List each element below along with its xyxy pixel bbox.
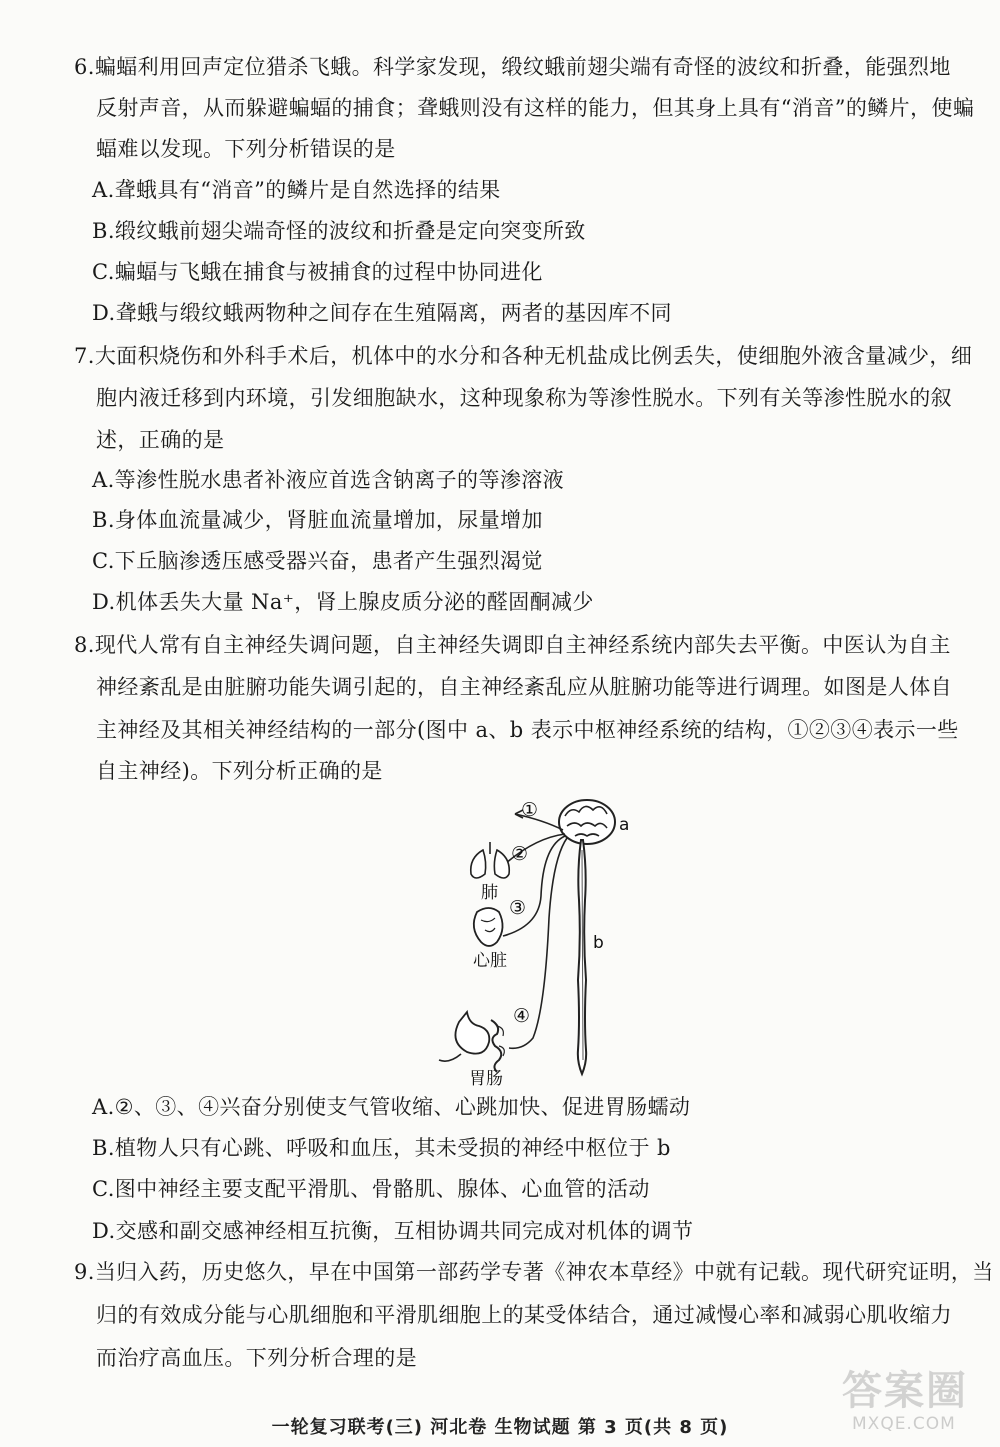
watermark-site: MXQE.COM bbox=[852, 1414, 956, 1434]
q6-stem-line1: 6.蝙蝠利用回声定位猎杀飞蛾。科学家发现，缎纹蛾前翅尖端有奇怪的波纹和折叠，能强烈地 bbox=[74, 55, 951, 79]
q7-stem-line3: 述，正确的是 bbox=[96, 428, 225, 452]
nervous-system-figure bbox=[425, 790, 665, 1090]
q6-option-b: B.缎纹蛾前翅尖端奇怪的波纹和折叠是定向突变所致 bbox=[92, 219, 586, 243]
q7-option-b: B.身体血流量减少，肾脏血流量增加，尿量增加 bbox=[92, 508, 543, 532]
q9-stem-line3: 而治疗高血压。下列分析合理的是 bbox=[96, 1346, 417, 1370]
label-gut: 胃肠 bbox=[469, 1069, 503, 1089]
label-lung: 肺 bbox=[481, 883, 498, 903]
q8-option-d: D.交感和副交感神经相互抗衡，互相协调共同完成对机体的调节 bbox=[92, 1219, 694, 1243]
q8-option-b: B.植物人只有心跳、呼吸和血压，其未受损的神经中枢位于 b bbox=[92, 1136, 671, 1160]
q8-stem-line1: 8.现代人常有自主神经失调问题，自主神经失调即自主神经系统内部失去平衡。中医认为自主 bbox=[74, 633, 951, 657]
q7-stem-line1: 7.大面积烧伤和外科手术后，机体中的水分和各种无机盐成比例丢失，使细胞外液含量减少，细 bbox=[74, 344, 973, 368]
label-nerve-1: ① bbox=[521, 799, 539, 821]
q6-option-c: C.蝙蝠与飞蛾在捕食与被捕食的过程中协同进化 bbox=[92, 260, 543, 284]
q9-stem-line1: 9.当归入药，历史悠久，早在中国第一部药学专著《神农本草经》中就有记载。现代研究证明，当 bbox=[74, 1260, 994, 1284]
q9-stem-line2: 归的有效成分能与心肌细胞和平滑肌细胞上的某受体结合，通过减慢心率和减弱心肌收缩力 bbox=[96, 1303, 952, 1327]
q6-option-d: D.聋蛾与缎纹蛾两物种之间存在生殖隔离，两者的基因库不同 bbox=[92, 301, 672, 325]
label-nerve-4: ④ bbox=[513, 1005, 531, 1027]
brain-icon bbox=[559, 800, 615, 844]
watermark-logo: 答案圈 bbox=[842, 1368, 968, 1414]
label-nerve-2: ② bbox=[511, 843, 529, 865]
stomach-intestine-icon bbox=[439, 1012, 504, 1072]
q7-stem-line2: 胞内液迁移到内环境，引发细胞缺水，这种现象称为等渗性脱水。下列有关等渗性脱水的叙 bbox=[96, 386, 952, 410]
page-footer: 一轮复习联考(三) 河北卷 生物试题 第 3 页(共 8 页) bbox=[271, 1417, 729, 1438]
q8-stem-line3: 主神经及其相关神经结构的一部分(图中 a、b 表示中枢神经系统的结构，①②③④表示一些 bbox=[96, 718, 959, 742]
q7-option-a: A.等渗性脱水患者补液应首选含钠离子的等渗溶液 bbox=[92, 468, 565, 492]
label-nerve-3: ③ bbox=[509, 897, 527, 919]
lung-icon bbox=[471, 842, 510, 878]
q8-option-c: C.图中神经主要支配平滑肌、骨骼肌、腺体、心血管的活动 bbox=[92, 1177, 650, 1201]
q8-option-a: A.②、③、④兴奋分别使支气管收缩、心跳加快、促进胃肠蠕动 bbox=[92, 1095, 691, 1119]
q7-option-d: D.机体丢失大量 Na⁺，肾上腺皮质分泌的醛固酮减少 bbox=[92, 590, 594, 614]
label-b: b bbox=[593, 933, 604, 953]
q8-stem-line4: 自主神经)。下列分析正确的是 bbox=[96, 759, 383, 783]
q6-stem-line3: 蝠难以发现。下列分析错误的是 bbox=[96, 137, 396, 161]
q7-option-c: C.下丘脑渗透压感受器兴奋，患者产生强烈渴觉 bbox=[92, 549, 543, 573]
watermark bbox=[812, 1359, 982, 1439]
heart-icon bbox=[474, 908, 503, 946]
label-a: a bbox=[619, 815, 630, 835]
q6-option-a: A.聋蛾具有“消音”的鳞片是自然选择的结果 bbox=[92, 178, 501, 202]
q8-stem-line2: 神经紊乱是由脏腑功能失调引起的，自主神经紊乱应从脏腑功能等进行调理。如图是人体自 bbox=[96, 675, 952, 699]
label-heart: 心脏 bbox=[473, 951, 507, 971]
q6-stem-line2: 反射声音，从而躲避蝙蝠的捕食；聋蛾则没有这样的能力，但其身上具有“消音”的鳞片，使蝙 bbox=[96, 96, 975, 120]
